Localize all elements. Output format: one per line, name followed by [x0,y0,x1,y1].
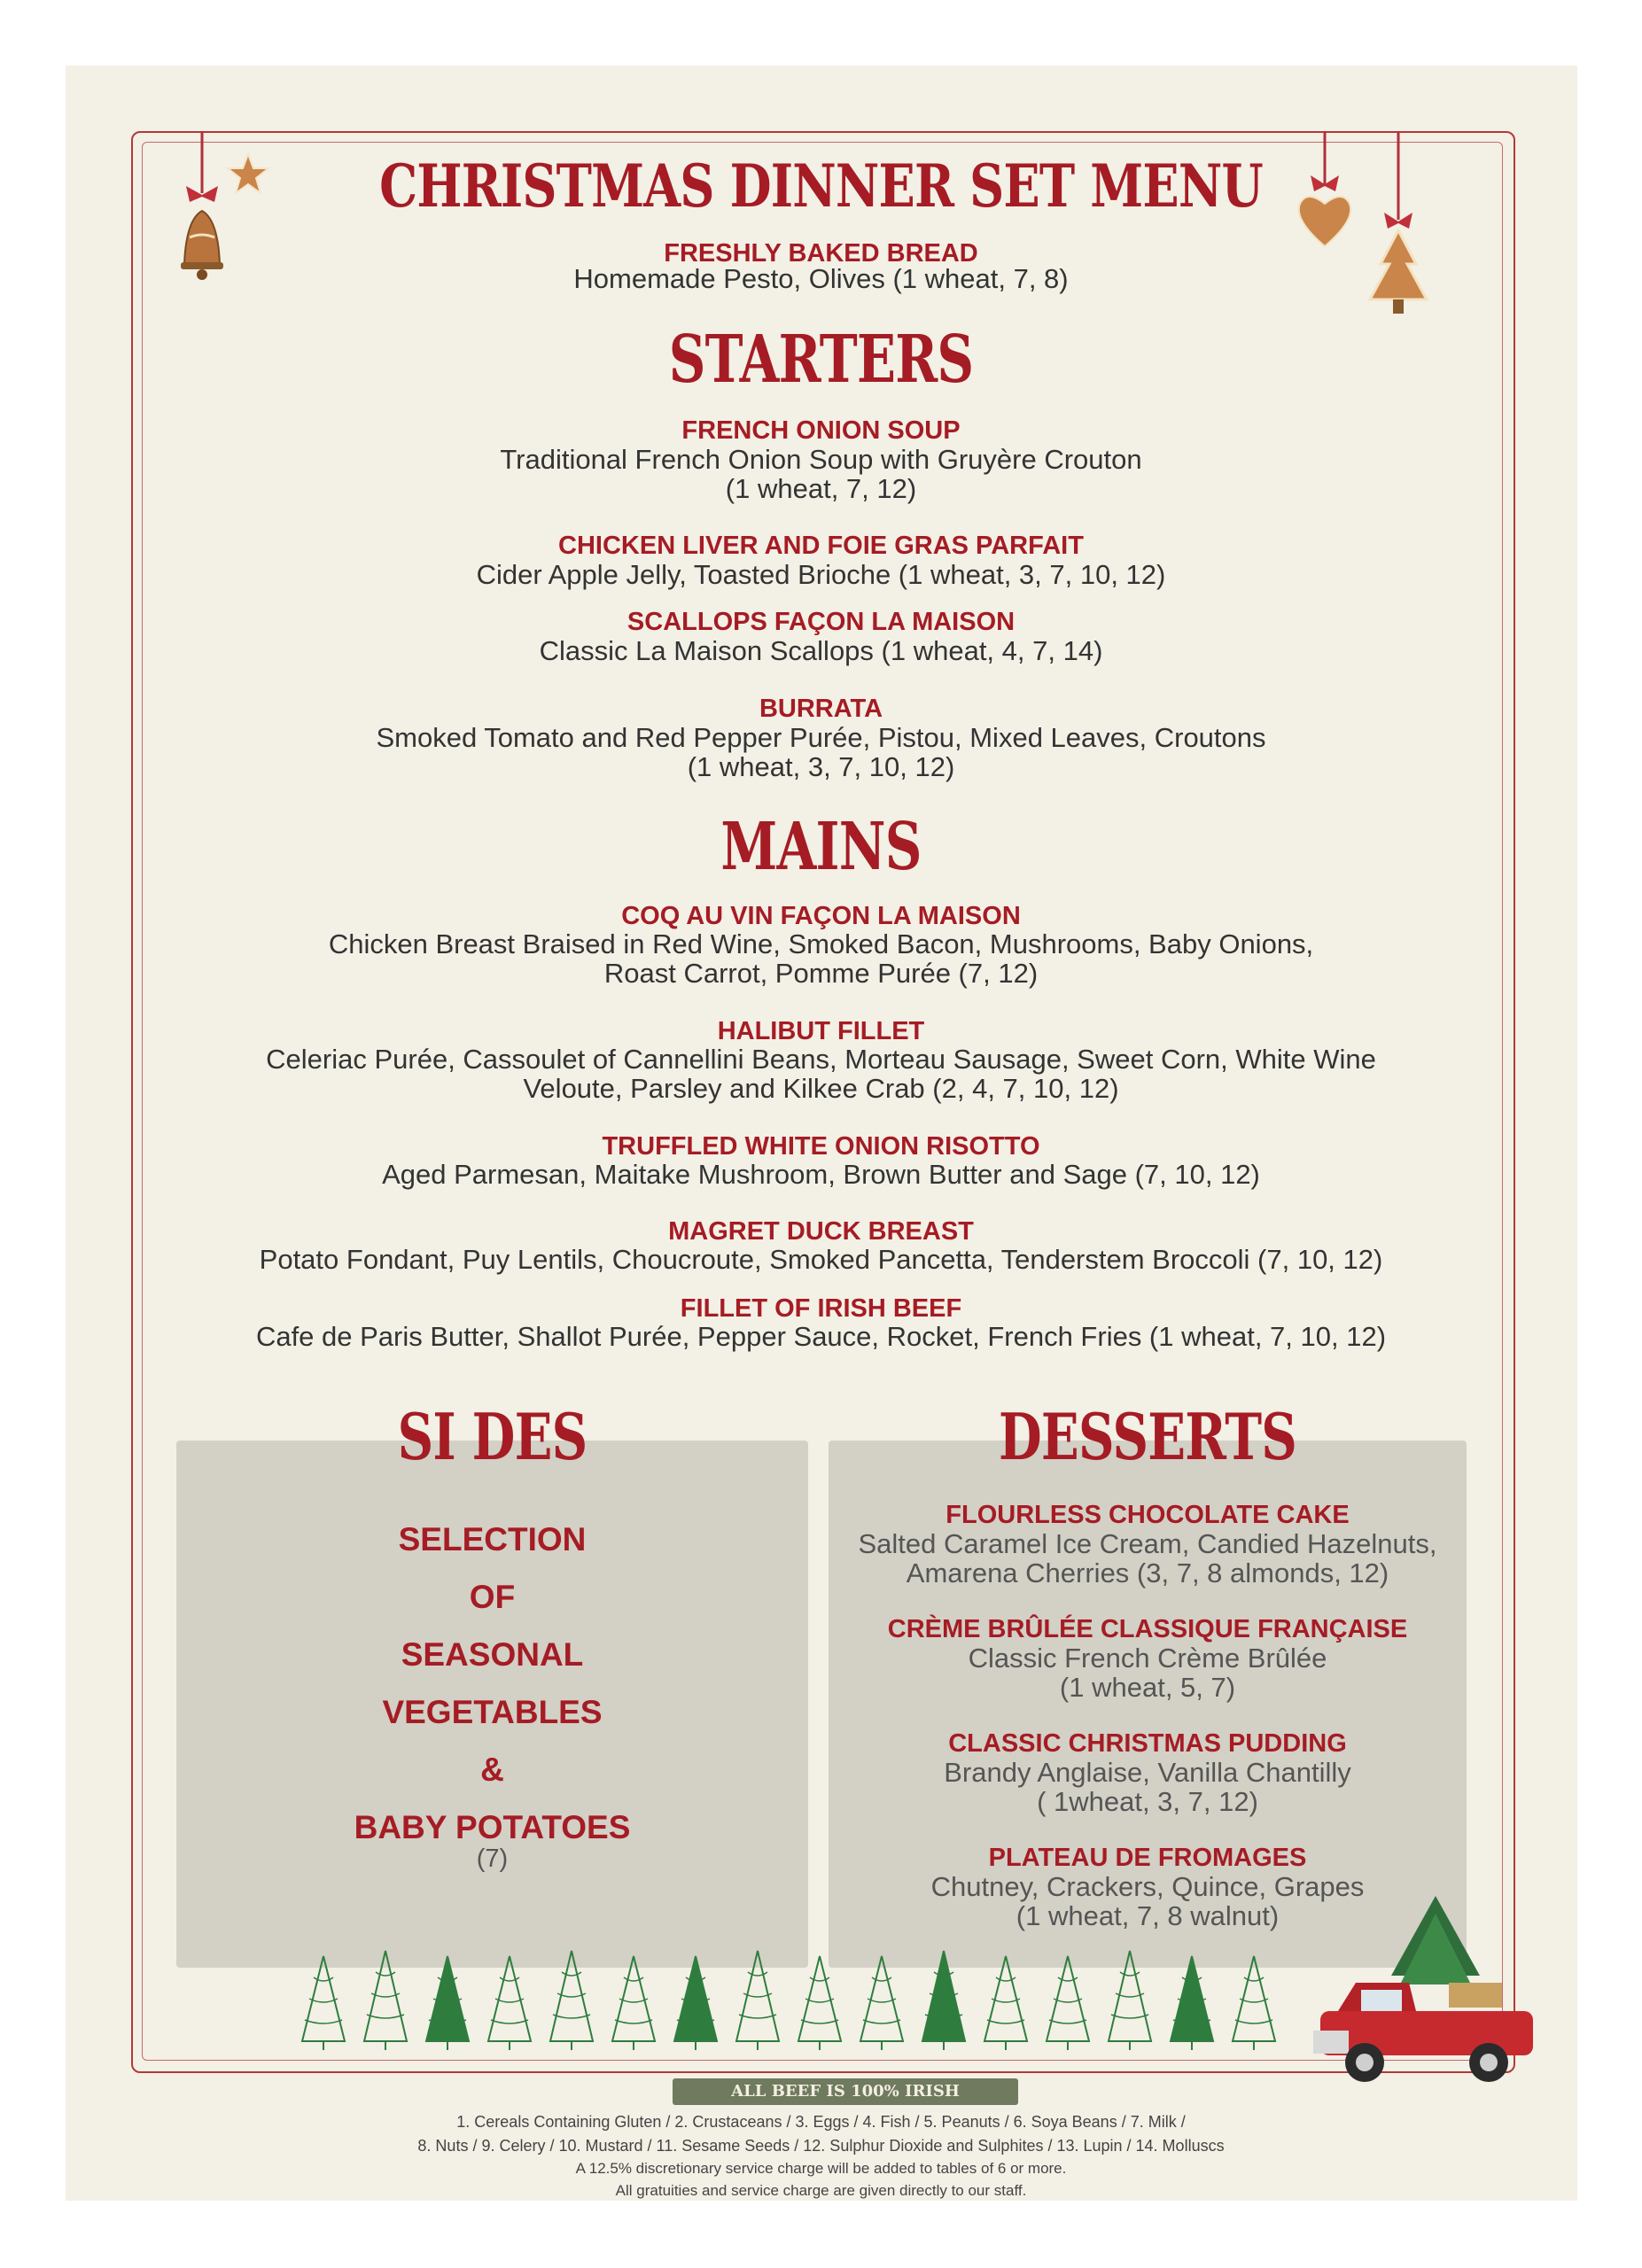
christmas-tree-icon [1109,1951,1151,2050]
main-name: FILLET OF IRISH BEEF [680,1294,962,1323]
sides-allergens: (7) [476,1845,509,1873]
dessert-description: Chutney, Crackers, Quince, Grapes [930,1871,1365,1902]
main-description: Potato Fondant, Puy Lentils, Choucroute, Smoked Pancetta, Tenderstem Broccoli (7, 10, 12) [259,1244,1383,1275]
sides-line: SEASONAL [401,1636,584,1673]
main-description: Aged Parmesan, Maitake Mushroom, Brown Butter and Sage (7, 10, 12) [382,1159,1260,1190]
mains-heading: MAINS [720,809,922,885]
bread-name: FRESHLY BAKED BREAD [664,239,978,268]
service-charge-note: A 12.5% discretionary service charge will be added to tables of 6 or more. [575,2160,1067,2177]
christmas-tree-icon [798,1956,841,2050]
christmas-tree-icon [984,1956,1027,2050]
christmas-tree-icon [426,1956,469,2050]
starter-description: Classic La Maison Scallops (1 wheat, 4, 7, 14) [539,635,1103,666]
starter-name: FRENCH ONION SOUP [681,416,961,445]
dessert-description: Amarena Cherries (3, 7, 8 almonds, 12) [906,1557,1389,1588]
sides-line: OF [469,1579,516,1615]
christmas-tree-icon [922,1951,965,2050]
christmas-tree-icon [302,1956,345,2050]
christmas-tree-icon [1233,1956,1275,2050]
desserts-content [829,1501,1467,1930]
allergen-key-line: 8. Nuts / 9. Celery / 10. Mustard / 11. Sesame Seeds / 12. Sulphur Dioxide and Sulphites / 13. Lupin / 14. Molluscs [417,2137,1225,2155]
christmas-tree-icon [364,1951,407,2050]
red-truck-with-tree-icon [1303,1878,1568,2109]
starter-allergens: (1 wheat, 7, 12) [725,473,917,504]
sides-line: & [480,1751,504,1788]
starter-allergens: (1 wheat, 3, 7, 10, 12) [687,751,955,782]
christmas-tree-icon [1047,1956,1089,2050]
starter-name: SCALLOPS FAÇON LA MAISON [626,608,1016,636]
main-description: Veloute, Parsley and Kilkee Crab (2, 4, 7, 10, 12) [523,1073,1119,1104]
dessert-description: Classic French Crème Brûlée [968,1643,1327,1674]
christmas-tree-icon [488,1956,531,2050]
starter-description: Smoked Tomato and Red Pepper Purée, Pistou, Mixed Leaves, Croutons [376,722,1266,753]
dessert-description: (1 wheat, 7, 8 walnut) [1016,1900,1280,1931]
dessert-name: CLASSIC CHRISTMAS PUDDING [948,1729,1347,1758]
dessert-name: PLATEAU DE FROMAGES [988,1844,1307,1872]
main-name: MAGRET DUCK BREAST [668,1217,974,1246]
dessert-description: ( 1wheat, 3, 7, 12) [1037,1786,1258,1817]
sides-line: SELECTION [398,1521,587,1557]
christmas-tree-row-icon [292,1946,1294,2052]
sides-content [176,1522,808,1872]
starters-heading: STARTERS [668,322,974,398]
starter-name: BURRATA [759,695,883,723]
main-description: Roast Carrot, Pomme Purée (7, 12) [603,958,1039,989]
main-description: Celeriac Purée, Cassoulet of Cannellini Beans, Morteau Sausage, Sweet Corn, White Wine [266,1044,1376,1075]
christmas-tree-icon [1171,1956,1213,2050]
main-description: Cafe de Paris Butter, Shallot Purée, Pepper Sauce, Rocket, French Fries (1 wheat, 7, 10, 12) [255,1321,1387,1352]
allergen-key-line: 1. Cereals Containing Gluten / 2. Crustaceans / 3. Eggs / 4. Fish / 5. Peanuts / 6. Soya Beans / 7. Milk / [456,2113,1186,2131]
beef-badge: ALL BEEF IS 100% IRISH [673,2078,1018,2105]
christmas-tree-icon [550,1951,593,2050]
christmas-tree-icon [860,1956,903,2050]
sides-line: VEGETABLES [382,1694,603,1730]
starter-description: Cider Apple Jelly, Toasted Brioche (1 wheat, 3, 7, 10, 12) [476,559,1166,590]
dessert-name: FLOURLESS CHOCOLATE CAKE [946,1501,1350,1529]
main-name: TRUFFLED WHITE ONION RISOTTO [602,1132,1040,1161]
dessert-description: Brandy Anglaise, Vanilla Chantilly [944,1757,1351,1788]
christmas-tree-icon [612,1956,655,2050]
christmas-tree-icon [736,1951,779,2050]
starter-name: CHICKEN LIVER AND FOIE GRAS PARFAIT [558,532,1084,560]
menu-title: CHRISTMAS DINNER SET MENU [379,151,1263,221]
starter-description: Traditional French Onion Soup with Gruyère Crouton [500,444,1142,475]
main-name: HALIBUT FILLET [717,1017,925,1045]
dessert-description: Salted Caramel Ice Cream, Candied Hazelnuts, [858,1528,1437,1559]
gratuities-note: All gratuities and service charge are given directly to our staff. [615,2182,1027,2199]
sides-heading: SI DES [397,1399,588,1474]
main-name: COQ AU VIN FAÇON LA MAISON [621,902,1021,930]
main-description: Chicken Breast Braised in Red Wine, Smoked Bacon, Mushrooms, Baby Onions, [328,928,1314,959]
sides-line: BABY POTATOES [354,1809,631,1845]
christmas-tree-icon [674,1956,717,2050]
desserts-heading: DESSERTS [999,1399,1296,1474]
dessert-name: CRÈME BRÛLÉE CLASSIQUE FRANÇAISE [887,1615,1408,1643]
bread-description: Homemade Pesto, Olives (1 wheat, 7, 8) [573,263,1069,294]
dessert-description: (1 wheat, 5, 7) [1059,1672,1236,1703]
